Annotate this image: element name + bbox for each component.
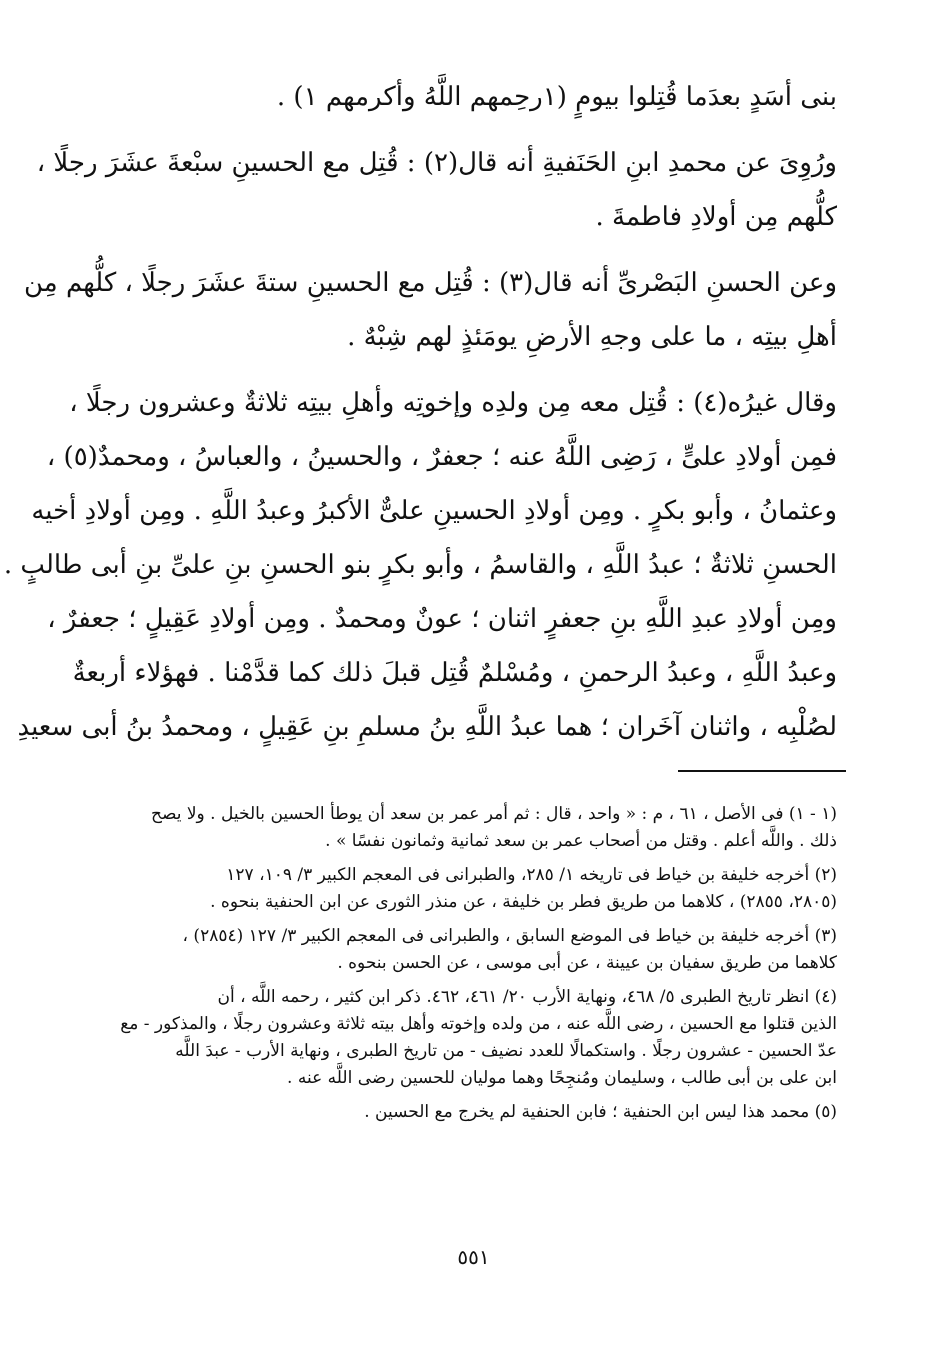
footnote-line: (٢٨٠٥، ٢٨٥٥) ، كلاهما من طريق فطر بن خليفة ، عن منذر الثورى عن ابن الحنفية بنحوه . [210, 892, 837, 912]
text-line: بنى أسَدٍ بعدَما قُتِلوا بيومٍ (١رحِمهم اللَّهُ وأكرمهم ١) . [276, 82, 837, 112]
text-line: وعبدُ اللَّهِ ، وعبدُ الرحمنِ ، ومُسْلمٌ قُتِل قبلَ ذلك كما قدَّمْنا . فهؤلاء أربعةٌ [72, 658, 837, 688]
text-line: وقال غيرُه(٤) : قُتِل معه مِن ولدِه وإخوتِه وأهلِ بيتِه ثلاثةٌ وعشرون رجلًا ، [69, 388, 837, 418]
text-line: فمِن أولادِ علىٍّ ، رَضِى اللَّهُ عنه ؛ جعفرٌ ، والحسينُ ، والعباسُ ، ومحمدٌ(٥) ، [46, 442, 837, 472]
footnote-line: (٣) أخرجه خليفة بن خياط فى الموضع السابق ، والطبرانى فى المعجم الكبير ٣/ ١٢٧ (٢٨٥٤) ، [182, 926, 837, 946]
text-line: ورُوِىَ عن محمدِ ابنِ الحَنَفيةِ أنه قال(٢) : قُتِل مع الحسينِ سبْعةَ عشَرَ رجلًا ، [36, 148, 837, 178]
text-line: الحسنِ ثلاثةٌ ؛ عبدُ اللَّهِ ، والقاسمُ ، وأبو بكرٍ بنو الحسنِ بنِ علىِّ بنِ أبى طالبٍ . [3, 550, 837, 580]
text-line: ومِن أولادِ عبدِ اللَّهِ بنِ جعفرٍ اثنان ؛ عونٌ ومحمدٌ . ومِن أولادِ عَقِيلٍ ؛ جعفرٌ ، [47, 604, 837, 634]
text-line: أهلِ بيتِه ، ما على وجهِ الأرضِ يومَئذٍ لهم شِبْهٌ . [347, 322, 837, 352]
footnote-line: كلاهما من طريق سفيان بن عيينة ، عن أبى موسى ، عن الحسن بنحوه . [337, 953, 837, 973]
text-line: وعثمانُ ، وأبو بكرٍ . ومِن أولادِ الحسينِ علىٌّ الأكبرُ وعبدُ اللَّهِ . ومِن أولادِ أخيه [31, 496, 837, 526]
footnote-line: ذلك . واللَّه أعلم . وقتل من أصحاب عمر بن سعد ثمانية وثمانون نفسًا » . [325, 831, 837, 851]
footnote-line: (٢) أخرجه خليفة بن خياط فى تاريخه ١/ ٢٨٥، والطبرانى فى المعجم الكبير ٣/ ١٠٩، ١٢٧ [226, 865, 837, 885]
text-line: وعن الحسنِ البَصْرىِّ أنه قال(٣) : قُتِل مع الحسينِ ستةَ عشَرَ رجلًا ، كلُّهم مِن [23, 268, 837, 298]
text-line: لصُلْبِه ، واثنان آخَران ؛ هما عبدُ اللَّهِ بنُ مسلمِ بنِ عَقِيلٍ ، ومحمدُ بنُ أبى سعيدِ [17, 712, 837, 742]
main-text [3, 70, 837, 754]
footnote-line: (٤) انظر تاريخ الطبرى ٥/ ٤٦٨، ونهاية الأرب ٢٠/ ٤٦١، ٤٦٢. ذكر ابن كثير ، رحمه اللَّه ، أن [217, 987, 837, 1007]
footnotes [120, 800, 837, 1126]
footnote-line: (١ - ١) فى الأصل ، ٦١ ، م : « واحد ، قال : ثم أمر عمر بن سعد أن يوطأ الحسين بالخيل . ولا يصح [151, 804, 837, 824]
footnote-line: (٥) محمد هذا ليس ابن الحنفية ؛ فابن الحنفية لم يخرج مع الحسين . [364, 1102, 837, 1122]
text-line: كلُّهم مِن أولادِ فاطمةَ . [595, 202, 837, 232]
footnote-line: عدّ الحسين - عشرون رجلًا . واستكمالًا للعدد نضيف - من تاريخ الطبرى ، ونهاية الأرب - عبدَ اللَّه [175, 1041, 837, 1061]
footnote-separator [678, 770, 846, 772]
footnote-line: الذين قتلوا مع الحسين ، رضى اللَّه عنه ، من ولده وإخوته وأهل بيته ثلاثة وعشرون رجلًا ، والمذكور - مع [120, 1014, 837, 1034]
footnote-line: ابن على بن أبى طالب ، وسليمان ومُنجِحًا وهما موليان للحسين رضى اللَّه عنه . [287, 1068, 837, 1088]
page-number: ٥٥١ [457, 1245, 490, 1269]
